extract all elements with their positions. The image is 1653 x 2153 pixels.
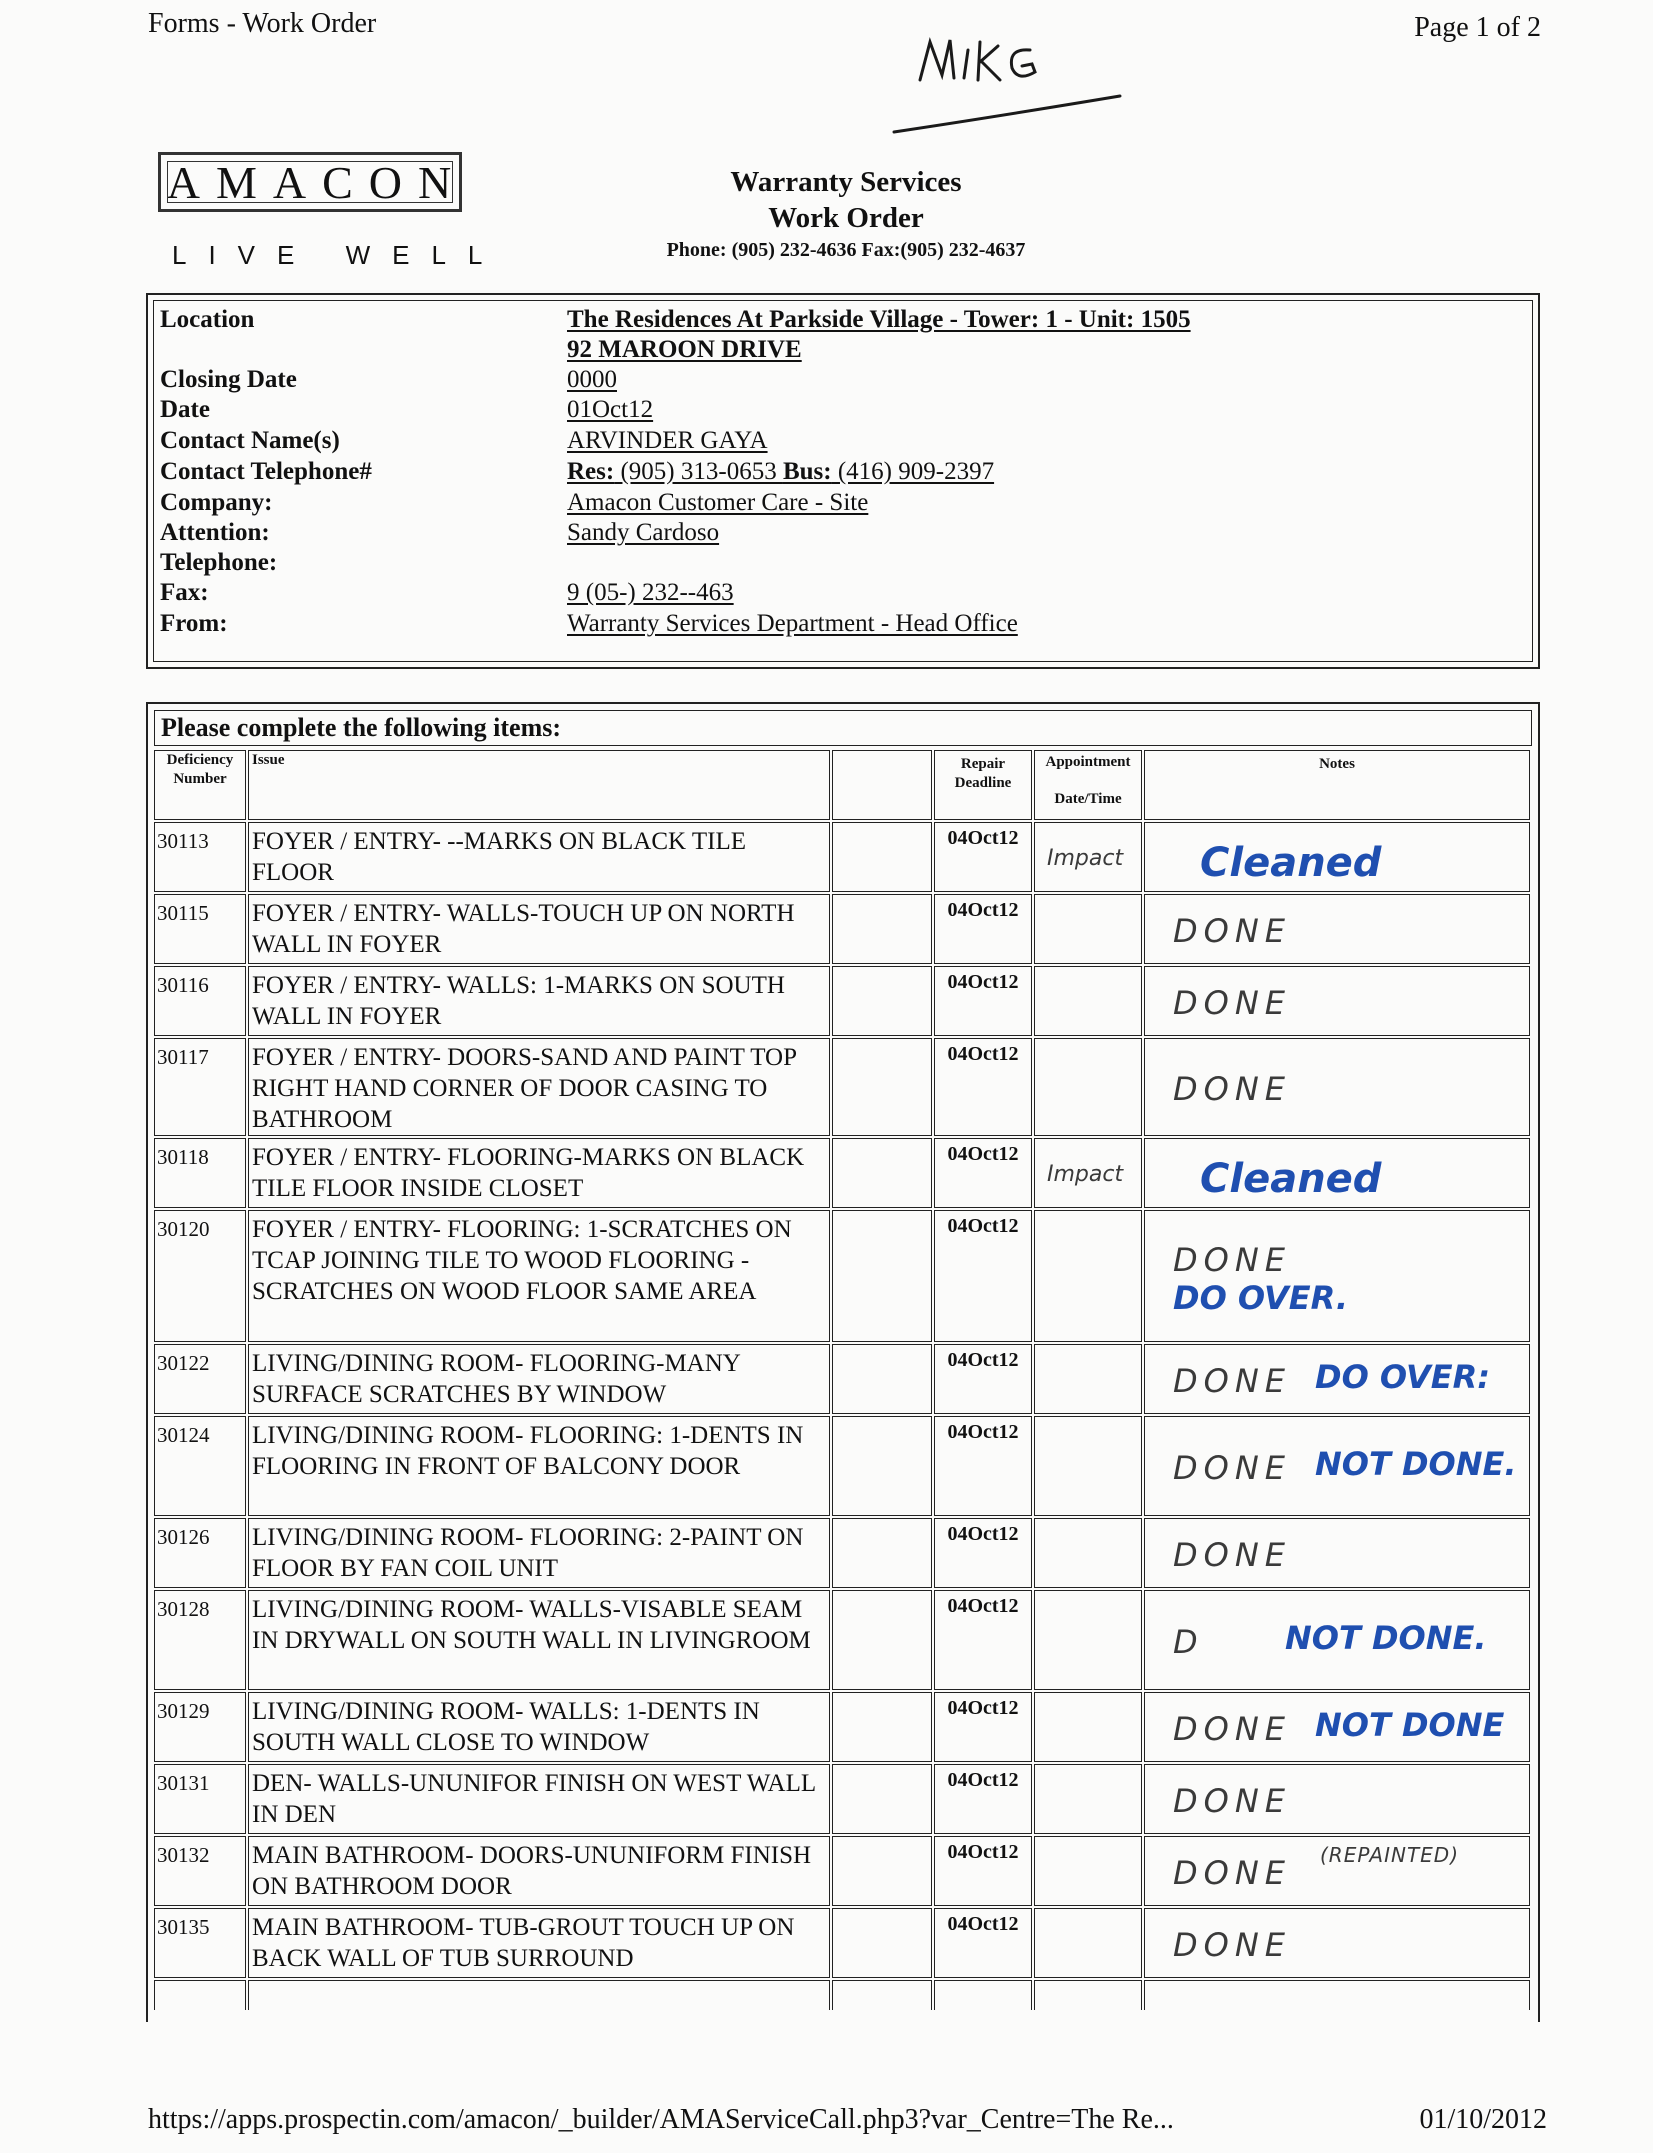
appointment-cell [1034, 1764, 1142, 1834]
blank-cell [832, 1518, 932, 1588]
notes-cell [1144, 1590, 1530, 1690]
note-handwritten: Cleaned [1200, 840, 1382, 886]
appointment-handwritten: Impact [1047, 846, 1124, 871]
note-handwritten: Cleaned [1200, 1156, 1382, 1202]
appointment-cell [1034, 1692, 1142, 1762]
deficiency-number: 30131 [154, 1764, 246, 1834]
issue-text: FOYER / ENTRY- DOORS-SAND AND PAINT TOP RIGHT HAND CORNER OF DOOR CASING TO BATHROOM [248, 1038, 830, 1136]
repair-deadline: 04Oct12 [934, 822, 1032, 892]
repair-deadline: 04Oct12 [934, 1138, 1032, 1208]
label-contact-telephone: Contact Telephone# [160, 458, 372, 485]
appointment-cell [1034, 1836, 1142, 1906]
repair-deadline: 04Oct12 [934, 1764, 1032, 1834]
notes-cell [1144, 1692, 1530, 1762]
partial-row-cell [1034, 1980, 1142, 2010]
value-closing-date: 0000 [567, 366, 617, 393]
appointment-cell [1034, 1518, 1142, 1588]
label-location: Location [160, 306, 255, 333]
appointment-cell [1034, 894, 1142, 964]
title-block [590, 164, 1102, 264]
appointment-cell [1034, 1038, 1142, 1136]
note-handwritten: DONE [1173, 1710, 1291, 1748]
blank-cell [832, 822, 932, 892]
repair-deadline: 04Oct12 [934, 1836, 1032, 1906]
res-label: Res: [567, 458, 615, 485]
note-handwritten: DONE [1173, 1536, 1291, 1574]
note-handwritten-secondary: NOT DONE. [1285, 1619, 1487, 1657]
issue-text: FOYER / ENTRY- FLOORING: 1-SCRATCHES ON TCAP JOINING TILE TO WOOD FLOORING - SCRATCHES ON WOOD FLOOR SAME AREA [248, 1210, 830, 1342]
logo-tagline: LIVE WELL [172, 240, 505, 270]
note-handwritten: D [1173, 1623, 1204, 1661]
footer-url: https://apps.prospectin.com/amacon/_builder/AMAServiceCall.php3?var_Centre=The Re... [148, 2104, 1174, 2135]
note-handwritten: DONE [1173, 912, 1291, 950]
blank-cell [832, 1210, 932, 1342]
appointment-cell [1034, 1590, 1142, 1690]
issue-text: LIVING/DINING ROOM- WALLS-VISABLE SEAM IN DRYWALL ON SOUTH WALL IN LIVINGROOM [248, 1590, 830, 1690]
issue-text: FOYER / ENTRY- --MARKS ON BLACK TILE FLOOR [248, 822, 830, 892]
deficiency-number: 30116 [154, 966, 246, 1036]
res-phone: (905) 313-0653 [614, 458, 783, 485]
deficiency-number: 30129 [154, 1692, 246, 1762]
blank-cell [832, 894, 932, 964]
label-contact-names: Contact Name(s) [160, 427, 340, 454]
repair-deadline: 04Oct12 [934, 1416, 1032, 1516]
value-from: Warranty Services Department - Head Office [567, 610, 1018, 637]
note-handwritten: DONE [1173, 1782, 1291, 1820]
issue-text: FOYER / ENTRY- WALLS: 1-MARKS ON SOUTH WALL IN FOYER [248, 966, 830, 1036]
notes-cell [1144, 1764, 1530, 1834]
deficiency-number: 30115 [154, 894, 246, 964]
value-contact-telephone [567, 457, 994, 487]
note-handwritten: DONE [1173, 1926, 1291, 1964]
blank-cell [832, 1590, 932, 1690]
deficiency-number: 30128 [154, 1590, 246, 1690]
items-table [146, 702, 1540, 2022]
notes-cell [1144, 1836, 1530, 1906]
header-appointment [1034, 750, 1142, 820]
appointment-cell [1034, 1138, 1142, 1208]
deficiency-number: 30135 [154, 1908, 246, 1978]
location-box [146, 293, 1540, 669]
notes-cell [1144, 822, 1530, 892]
header-notes: Notes [1144, 750, 1530, 820]
label-date: Date [160, 396, 210, 423]
amacon-logo [158, 152, 468, 212]
appointment-cell [1034, 1908, 1142, 1978]
notes-cell [1144, 1038, 1530, 1136]
blank-cell [832, 1908, 932, 1978]
title-warranty-services: Warranty Services [730, 166, 962, 198]
note-handwritten: DONE [1173, 1241, 1291, 1279]
header-deficiency-number: Deficiency Number [154, 750, 246, 820]
notes-cell [1144, 894, 1530, 964]
note-handwritten-secondary: NOT DONE. [1315, 1445, 1517, 1483]
appointment-handwritten: Impact [1047, 1162, 1124, 1187]
repair-deadline: 04Oct12 [934, 894, 1032, 964]
page-indicator: Page 1 of 2 [1414, 12, 1541, 43]
issue-text: LIVING/DINING ROOM- WALLS: 1-DENTS IN SOUTH WALL CLOSE TO WINDOW [248, 1692, 830, 1762]
deficiency-number: 30113 [154, 822, 246, 892]
deficiency-number: 30126 [154, 1518, 246, 1588]
partial-row-cell [248, 1980, 830, 2010]
title-phone: Phone: (905) 232-4636 Fax:(905) 232-4637 [666, 239, 1026, 261]
deficiency-number: 30118 [154, 1138, 246, 1208]
header-left-title: Forms - Work Order [148, 8, 377, 39]
bus-phone: (416) 909-2397 [831, 458, 995, 485]
title-work-order: Work Order [768, 202, 924, 234]
repair-deadline: 04Oct12 [934, 1038, 1032, 1136]
value-company: Amacon Customer Care - Site [567, 489, 869, 516]
value-fax: 9 (05-) 232--463 [567, 579, 734, 606]
header-datetime-label: Date/Time [1054, 791, 1122, 807]
note-handwritten: DONE [1173, 984, 1291, 1022]
notes-cell [1144, 1518, 1530, 1588]
blank-cell [832, 1692, 932, 1762]
notes-cell [1144, 1138, 1530, 1208]
bus-label: Bus: [782, 458, 832, 485]
blank-cell [832, 1138, 932, 1208]
blank-cell [832, 1416, 932, 1516]
header-appointment-label: Appointment [1045, 754, 1131, 770]
logo-word: AMACON [166, 156, 468, 208]
partial-row-cell [1144, 1980, 1530, 2010]
notes-cell [1144, 1416, 1530, 1516]
value-attention: Sandy Cardoso [567, 519, 720, 546]
label-attention: Attention: [160, 519, 270, 546]
notes-cell [1144, 1344, 1530, 1414]
label-closing-date: Closing Date [160, 366, 297, 393]
header-repair-deadline: Repair Deadline [934, 750, 1032, 820]
note-handwritten-secondary: DO OVER. [1173, 1279, 1348, 1317]
table-title: Please complete the following items: [154, 710, 1532, 746]
note-handwritten-secondary: NOT DONE [1315, 1706, 1505, 1744]
label-fax: Fax: [160, 579, 209, 606]
note-handwritten-secondary: (REPAINTED) [1320, 1843, 1459, 1867]
label-company: Company: [160, 489, 273, 516]
value-address: 92 MAROON DRIVE [567, 336, 802, 363]
issue-text: DEN- WALLS-UNUNIFOR FINISH ON WEST WALL IN DEN [248, 1764, 830, 1834]
value-location: The Residences At Parkside Village - Tower: 1 - Unit: 1505 [567, 306, 1191, 333]
blank-cell [832, 1038, 932, 1136]
note-handwritten: DONE [1173, 1070, 1291, 1108]
issue-text: MAIN BATHROOM- DOORS-UNUNIFORM FINISH ON BATHROOM DOOR [248, 1836, 830, 1906]
blank-cell [832, 1764, 932, 1834]
note-handwritten: DONE [1173, 1362, 1291, 1400]
issue-text: FOYER / ENTRY- FLOORING-MARKS ON BLACK TILE FLOOR INSIDE CLOSET [248, 1138, 830, 1208]
notes-cell [1144, 966, 1530, 1036]
deficiency-number: 30120 [154, 1210, 246, 1342]
blank-cell [832, 1836, 932, 1906]
deficiency-number: 30132 [154, 1836, 246, 1906]
repair-deadline: 04Oct12 [934, 1344, 1032, 1414]
deficiency-number: 30124 [154, 1416, 246, 1516]
label-from: From: [160, 610, 228, 637]
partial-row-cell [832, 1980, 932, 2010]
footer-date: 01/10/2012 [1419, 2104, 1547, 2135]
issue-text: LIVING/DINING ROOM- FLOORING-MANY SURFACE SCRATCHES BY WINDOW [248, 1344, 830, 1414]
value-contact-names: ARVINDER GAYA [567, 427, 768, 454]
note-handwritten: DONE [1173, 1854, 1291, 1892]
repair-deadline: 04Oct12 [934, 1908, 1032, 1978]
blank-cell [832, 966, 932, 1036]
appointment-cell [1034, 1344, 1142, 1414]
label-telephone: Telephone: [160, 549, 278, 576]
handwritten-signature [880, 20, 1140, 140]
repair-deadline: 04Oct12 [934, 1210, 1032, 1342]
header-issue: Issue [248, 750, 830, 820]
repair-deadline: 04Oct12 [934, 1518, 1032, 1588]
issue-text: LIVING/DINING ROOM- FLOORING: 2-PAINT ON FLOOR BY FAN COIL UNIT [248, 1518, 830, 1588]
deficiency-number: 30122 [154, 1344, 246, 1414]
partial-row-cell [934, 1980, 1032, 2010]
repair-deadline: 04Oct12 [934, 1590, 1032, 1690]
value-date: 01Oct12 [567, 396, 654, 423]
issue-text: FOYER / ENTRY- WALLS-TOUCH UP ON NORTH WALL IN FOYER [248, 894, 830, 964]
blank-cell [832, 1344, 932, 1414]
issue-text: LIVING/DINING ROOM- FLOORING: 1-DENTS IN FLOORING IN FRONT OF BALCONY DOOR [248, 1416, 830, 1516]
header-blank [832, 750, 932, 820]
partial-row-cell [154, 1980, 246, 2010]
appointment-cell [1034, 966, 1142, 1036]
note-handwritten-secondary: DO OVER: [1315, 1358, 1491, 1396]
notes-cell [1144, 1908, 1530, 1978]
repair-deadline: 04Oct12 [934, 1692, 1032, 1762]
note-handwritten: DONE [1173, 1449, 1291, 1487]
repair-deadline: 04Oct12 [934, 966, 1032, 1036]
deficiency-number: 30117 [154, 1038, 246, 1136]
notes-cell [1144, 1210, 1530, 1342]
issue-text: MAIN BATHROOM- TUB-GROUT TOUCH UP ON BACK WALL OF TUB SURROUND [248, 1908, 830, 1978]
appointment-cell [1034, 1210, 1142, 1342]
appointment-cell [1034, 1416, 1142, 1516]
appointment-cell [1034, 822, 1142, 892]
